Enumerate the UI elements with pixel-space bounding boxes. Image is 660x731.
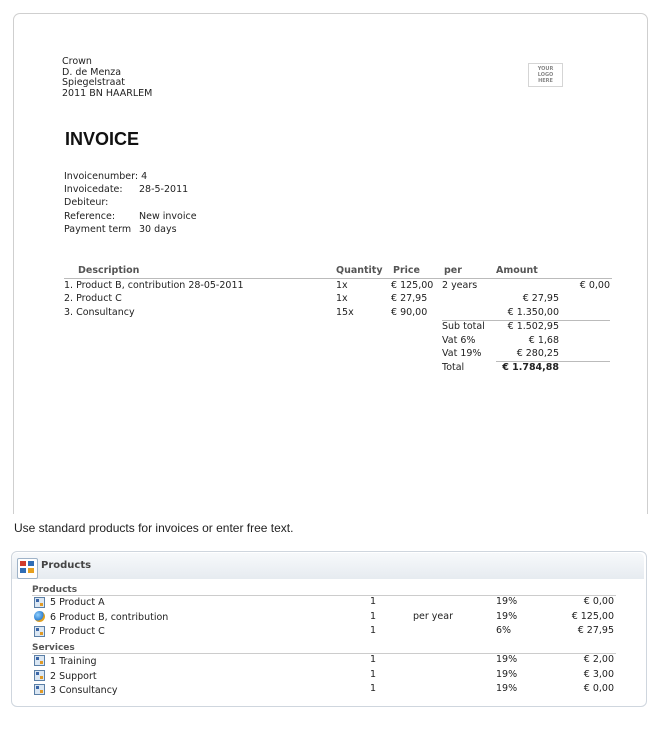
product-icon xyxy=(34,597,45,608)
product-period: per year xyxy=(413,611,453,622)
line-description: 3. Consultancy xyxy=(64,307,135,318)
product-qty: 1 xyxy=(370,611,377,622)
products-grid-icon xyxy=(17,558,38,579)
product-qty: 1 xyxy=(370,625,377,636)
product-price: € 2,00 xyxy=(583,654,614,665)
vat-low-value: € 1,68 xyxy=(528,335,559,346)
product-vat: 19% xyxy=(496,669,518,680)
product-vat: 19% xyxy=(496,683,518,694)
product-name: 1 Training xyxy=(50,656,97,667)
product-qty: 1 xyxy=(370,654,377,665)
col-header-description: Description xyxy=(78,265,140,276)
line-description: 2. Product C xyxy=(64,293,122,304)
product-name: 5 Product A xyxy=(50,597,105,608)
product-row[interactable] xyxy=(32,654,616,668)
col-header-amount: Amount xyxy=(496,265,538,276)
meta-label: Reference: xyxy=(64,211,116,222)
product-price: € 3,00 xyxy=(583,669,614,680)
line-amount: € 0,00 xyxy=(579,280,610,291)
product-icon xyxy=(34,684,45,695)
product-icon xyxy=(34,655,45,666)
line-per: 2 years xyxy=(442,280,478,291)
product-icon xyxy=(34,670,45,681)
products-panel-title: Products xyxy=(41,560,92,571)
product-name: 2 Support xyxy=(50,671,97,682)
address-line: 2011 BN HAARLEM xyxy=(62,87,153,99)
vat-high-label: Vat 19% xyxy=(442,348,482,359)
product-qty: 1 xyxy=(370,596,377,607)
product-row[interactable] xyxy=(32,610,616,624)
meta-value: New invoice xyxy=(139,211,197,222)
group-header-products: Products xyxy=(32,585,78,595)
header-divider xyxy=(64,278,612,279)
line-amount: € 27,95 xyxy=(522,293,559,304)
product-name: 7 Product C xyxy=(50,626,105,637)
product-vat: 6% xyxy=(496,625,512,636)
col-header-price: Price xyxy=(393,265,420,276)
line-amount: € 1.350,00 xyxy=(507,307,559,318)
line-description: 1. Product B, contribution 28-05-2011 xyxy=(64,280,244,291)
product-price: € 0,00 xyxy=(583,683,614,694)
customer-address xyxy=(62,57,152,99)
product-qty: 1 xyxy=(370,669,377,680)
payment-term-row xyxy=(64,224,264,235)
product-row[interactable] xyxy=(32,669,616,683)
invoice-title: INVOICE xyxy=(65,129,140,149)
meta-value: 4 xyxy=(141,171,148,182)
meta-value: 30 days xyxy=(139,224,177,235)
logo-placeholder xyxy=(528,63,563,87)
product-vat: 19% xyxy=(496,596,518,607)
line-quantity: 15x xyxy=(336,307,354,318)
logo-text: YOUR LOGO HERE xyxy=(537,66,554,84)
product-price: € 125,00 xyxy=(571,611,614,622)
product-qty: 1 xyxy=(370,683,377,694)
line-price: € 90,00 xyxy=(391,307,428,318)
subtotal-label: Sub total xyxy=(442,321,485,332)
subscription-icon xyxy=(34,611,45,622)
address-line: Spiegelstraat xyxy=(62,77,126,88)
reference-row xyxy=(64,211,264,222)
meta-value: 28-5-2011 xyxy=(139,184,189,195)
product-row[interactable] xyxy=(32,625,616,639)
line-quantity: 1x xyxy=(336,293,348,304)
product-vat: 19% xyxy=(496,654,518,665)
caption-text: Use standard products for invoices or enter free text. xyxy=(14,521,294,535)
col-header-quantity: Quantity xyxy=(336,265,383,276)
total-value: € 1.784,88 xyxy=(502,362,559,373)
line-price: € 125,00 xyxy=(391,280,434,291)
invoice-number-row xyxy=(64,171,147,182)
subtotal-value: € 1.502,95 xyxy=(507,321,559,332)
product-price: € 27,95 xyxy=(577,625,614,636)
vat-low-label: Vat 6% xyxy=(442,335,476,346)
invoice-date-row xyxy=(64,184,264,195)
products-panel-header xyxy=(12,553,644,579)
meta-label: Debiteur: xyxy=(64,197,109,208)
product-vat: 19% xyxy=(496,611,518,622)
address-line: D. de Menza xyxy=(62,66,122,78)
meta-label: Invoicedate: xyxy=(64,184,123,195)
line-price: € 27,95 xyxy=(391,293,428,304)
product-row[interactable] xyxy=(32,683,616,697)
product-icon xyxy=(34,626,45,637)
group-header-services: Services xyxy=(32,643,75,653)
product-name: 6 Product B, contribution xyxy=(50,612,169,623)
debiteur-row xyxy=(64,197,264,208)
product-price: € 0,00 xyxy=(583,596,614,607)
col-header-per: per xyxy=(444,265,462,276)
meta-label: Payment term xyxy=(64,224,132,235)
product-name: 3 Consultancy xyxy=(50,685,118,696)
meta-label: Invoicenumber: xyxy=(64,171,139,182)
line-quantity: 1x xyxy=(336,280,348,291)
address-line: Crown xyxy=(62,56,92,67)
product-row[interactable] xyxy=(32,596,616,610)
vat-high-value: € 280,25 xyxy=(516,348,559,359)
total-label: Total xyxy=(442,362,465,373)
